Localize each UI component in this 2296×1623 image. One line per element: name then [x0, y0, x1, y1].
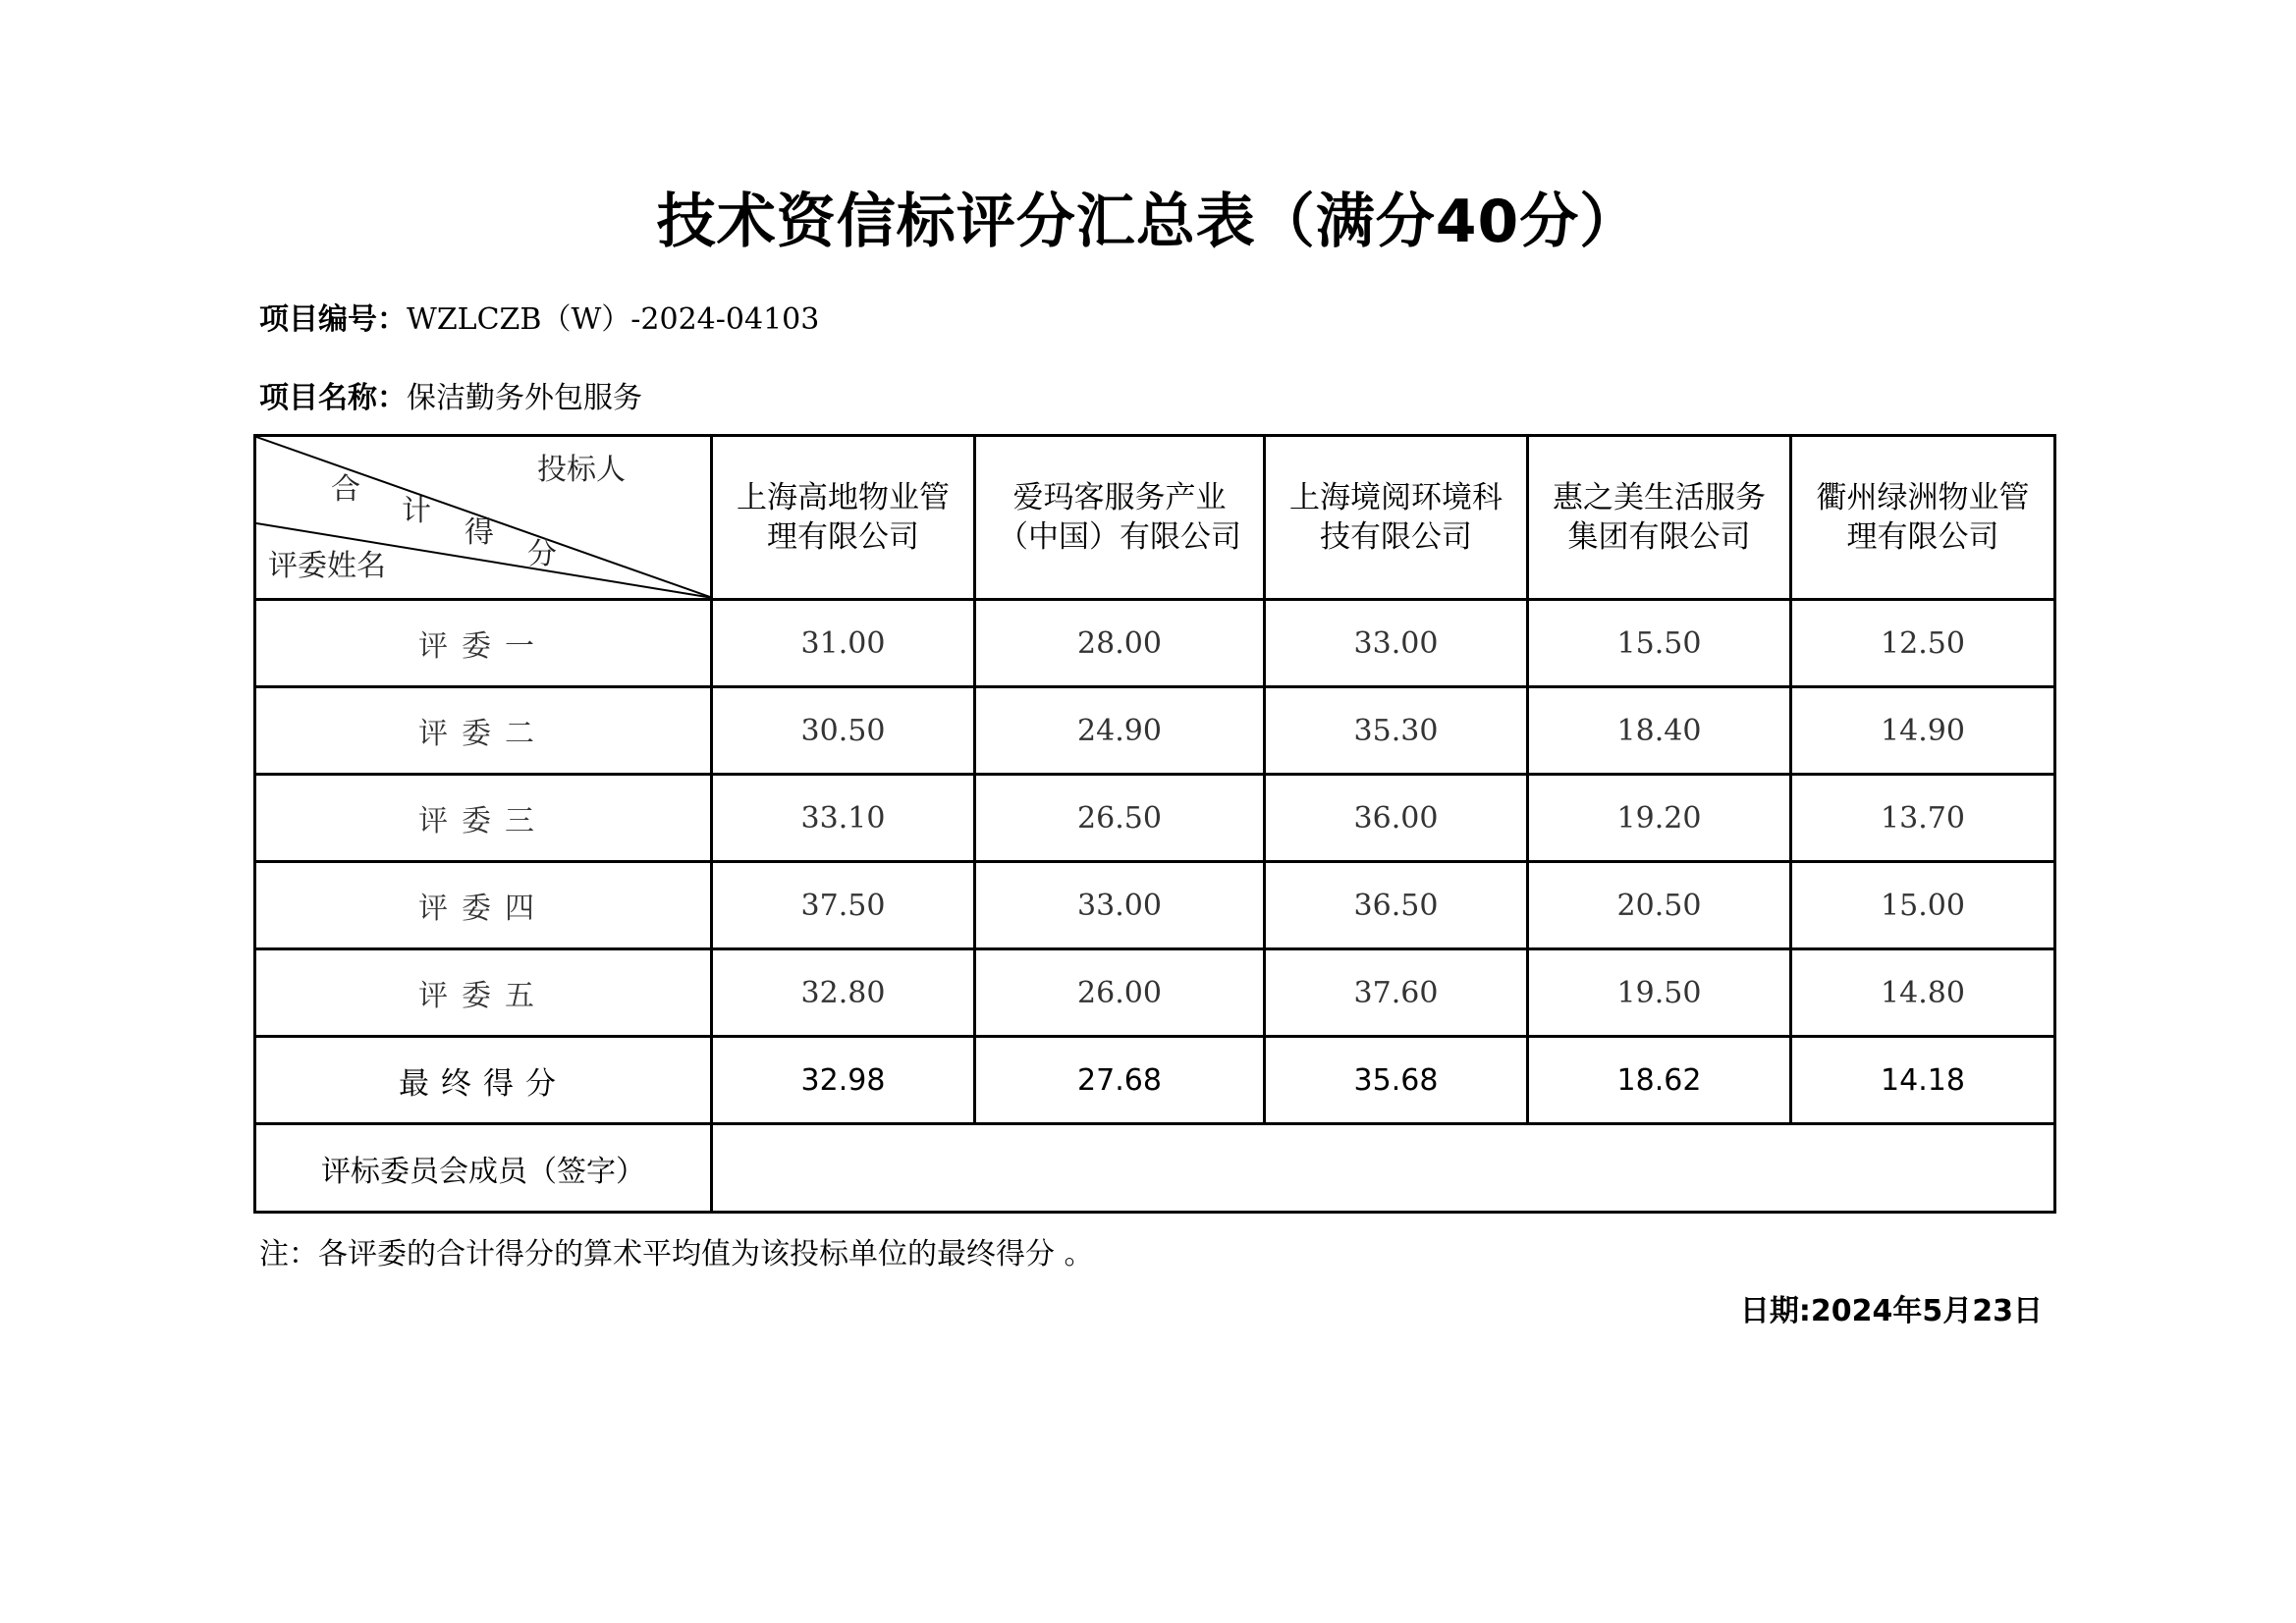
corner-char-2: 计: [402, 494, 431, 528]
score-cell: 18.40: [1528, 687, 1791, 775]
judge-name: 评委二: [255, 687, 712, 775]
table-row: [255, 775, 2055, 862]
bidder-name-line1: 惠之美生活服务: [1553, 480, 1766, 515]
signature-area: [712, 1124, 2055, 1213]
score-cell: 26.50: [975, 775, 1265, 862]
project-name-label: 项目名称：: [259, 381, 407, 415]
score-cell: 33.00: [1265, 600, 1528, 687]
bidder-name-line2: 理有限公司: [767, 519, 919, 555]
judge-name: 评委三: [255, 775, 712, 862]
final-score-row: [255, 1037, 2055, 1124]
score-cell: 24.90: [975, 687, 1265, 775]
bidder-name-line2: 集团有限公司: [1567, 519, 1751, 555]
score-cell: 14.90: [1791, 687, 2055, 775]
header-row: [255, 436, 2055, 600]
score-cell: 19.50: [1528, 949, 1791, 1037]
project-name: [259, 373, 642, 416]
corner-bidder-label: 投标人: [537, 453, 626, 487]
score-cell: 33.00: [975, 862, 1265, 949]
corner-char-3: 得: [465, 515, 494, 550]
score-cell: 19.20: [1528, 775, 1791, 862]
corner-judge-label: 评委姓名: [268, 549, 386, 583]
score-cell: 35.30: [1265, 687, 1528, 775]
bidder-name-line2: 技有限公司: [1320, 519, 1472, 555]
score-cell: 30.50: [712, 687, 975, 775]
bidder-header-3: [1265, 436, 1528, 600]
footnote: 注：各评委的合计得分的算术平均值为该投标单位的最终得分 。: [259, 1237, 1094, 1271]
signature-row: [255, 1124, 2055, 1213]
corner-cell: [255, 436, 712, 600]
final-score-cell: 27.68: [975, 1037, 1265, 1124]
score-cell: 14.80: [1791, 949, 2055, 1037]
final-score-label: 最终得分: [255, 1037, 712, 1124]
bidder-name-line2: （中国）有限公司: [998, 519, 1241, 555]
final-score-cell: 32.98: [712, 1037, 975, 1124]
bidder-name-line2: 理有限公司: [1846, 519, 1999, 555]
score-cell: 20.50: [1528, 862, 1791, 949]
judge-name: 评委五: [255, 949, 712, 1037]
page-title: 技术资信标评分汇总表（满分40分）: [656, 188, 1640, 256]
bidder-name-line1: 上海高地物业管: [737, 480, 950, 515]
table-row: [255, 600, 2055, 687]
score-cell: 13.70: [1791, 775, 2055, 862]
bidder-name-line1: 上海境阅环境科: [1289, 480, 1503, 515]
final-score-cell: 35.68: [1265, 1037, 1528, 1124]
table-row: [255, 949, 2055, 1037]
bidder-header-5: [1791, 436, 2055, 600]
bidder-header-1: [712, 436, 975, 600]
project-number-value: WZLCZB（W）-2024-04103: [407, 302, 820, 337]
score-cell: 32.80: [712, 949, 975, 1037]
score-cell: 12.50: [1791, 600, 2055, 687]
final-score-cell: 18.62: [1528, 1037, 1791, 1124]
score-cell: 28.00: [975, 600, 1265, 687]
score-cell: 37.50: [712, 862, 975, 949]
judge-name: 评委一: [255, 600, 712, 687]
score-cell: 36.00: [1265, 775, 1528, 862]
signature-label: 评标委员会成员（签字）: [255, 1124, 712, 1213]
table-row: [255, 862, 2055, 949]
bidder-name-line1: 衢州绿洲物业管: [1816, 480, 2030, 515]
score-cell: 15.50: [1528, 600, 1791, 687]
score-cell: 31.00: [712, 600, 975, 687]
project-number-label: 项目编号：: [259, 302, 407, 337]
project-name-value: 保洁勤务外包服务: [407, 381, 642, 415]
score-cell: 33.10: [712, 775, 975, 862]
judge-name: 评委四: [255, 862, 712, 949]
corner-char-1: 合: [331, 472, 360, 507]
date-label: 日期:2024年5月23日: [1739, 1294, 2043, 1328]
score-cell: 37.60: [1265, 949, 1528, 1037]
corner-char-4: 分: [527, 537, 557, 571]
bidder-header-2: [975, 436, 1265, 600]
score-cell: 36.50: [1265, 862, 1528, 949]
bidder-header-4: [1528, 436, 1791, 600]
project-number: [259, 295, 819, 338]
score-cell: 15.00: [1791, 862, 2055, 949]
final-score-cell: 14.18: [1791, 1037, 2055, 1124]
score-table: [253, 434, 2056, 1214]
bidder-name-line1: 爱玛客服务产业: [1012, 480, 1227, 515]
score-cell: 26.00: [975, 949, 1265, 1037]
table-row: [255, 687, 2055, 775]
